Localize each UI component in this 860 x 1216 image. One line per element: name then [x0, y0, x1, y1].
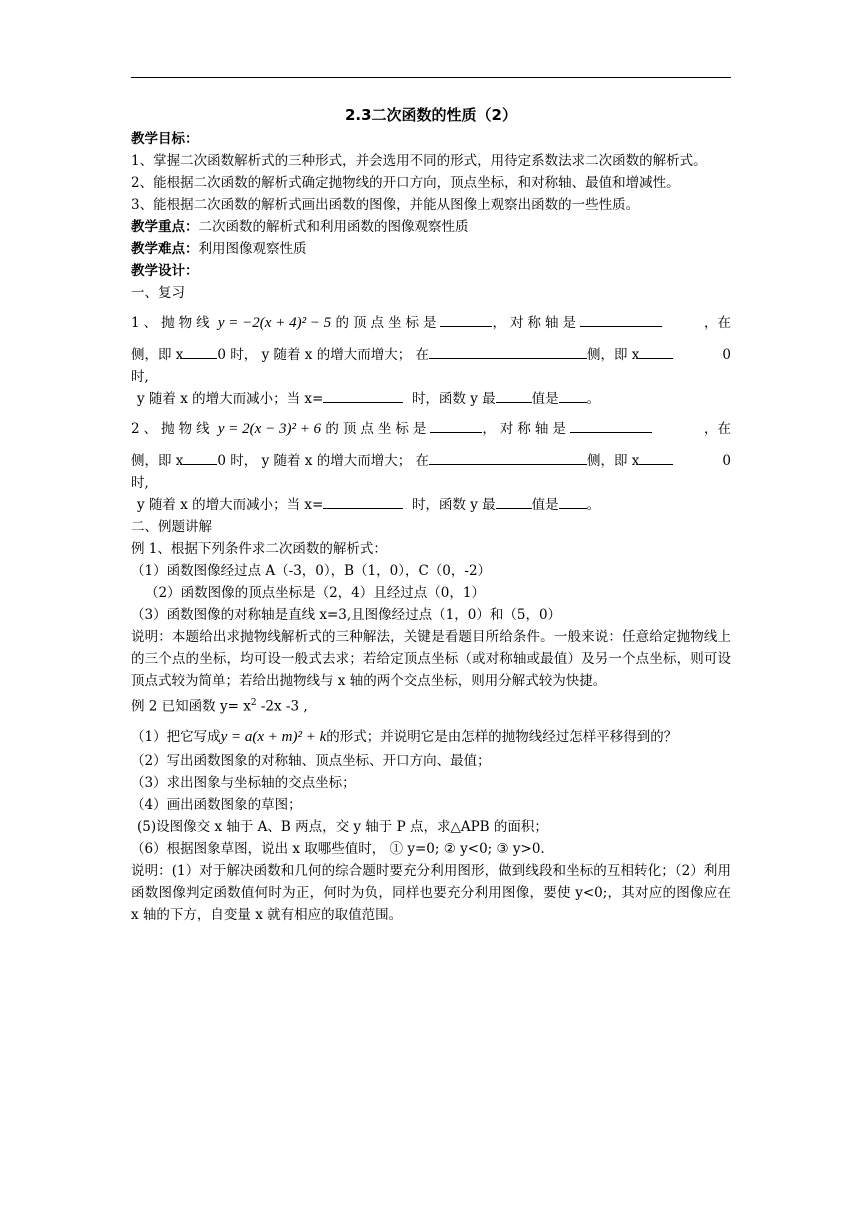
q2-value-text: 值是	[531, 497, 559, 513]
example-1-item-1: （1）函数图像经过点 A（-3，0），B（1，0），C（0，-2）	[131, 563, 492, 579]
q2-blank-x1[interactable]	[183, 450, 217, 465]
key-points	[131, 216, 731, 238]
q1-line-3	[131, 388, 731, 410]
q2-decrease-text: y 随着 x 的增大而减小；当 x=	[137, 497, 324, 513]
example-2-title-sup: 2	[250, 698, 257, 708]
q2-line-3	[131, 494, 731, 516]
q2-when: 时,	[131, 475, 149, 491]
example-2-title-b: -2x -3 ,	[256, 698, 308, 715]
q1-blank-x2[interactable]	[639, 344, 673, 359]
page-title: 2.3二次函数的性质（2）	[344, 106, 517, 124]
q1-when: 时,	[131, 369, 149, 385]
example-2-item-6: （6）根据图象草图，说出 x 取哪些值时， ① y=0; ② y<0; ③ y>0.	[131, 840, 545, 857]
q1-func-text: 时，函数 y 最	[411, 391, 496, 407]
example-1-title: 例 1、根据下列条件求二次函数的解析式：	[131, 541, 387, 557]
section-review: 一、复习	[131, 285, 185, 301]
q1-formula: y = −2(x + 4)² − 5	[217, 315, 332, 331]
q1-increase-text: 0 时， y 随着 x 的增大而增大； 在	[217, 347, 429, 363]
q1-vertex-text: 的顶点坐标是	[335, 315, 441, 331]
q2-blank-x2[interactable]	[639, 450, 673, 465]
example-2-item-4: （4）画出函数图象的草图；	[131, 796, 302, 813]
section-examples: 二、例题讲解	[131, 519, 212, 535]
objective-2: 2、能根据二次函数的解析式确定抛物线的开口方向，顶点坐标，和对称轴、最值和增减性。	[131, 175, 680, 191]
q2-blank-value[interactable]	[559, 494, 587, 509]
q1-decrease-text: y 随着 x 的增大而减小；当 x=	[137, 391, 324, 407]
q2-side-text: 侧，即 x	[131, 453, 184, 469]
difficult-text: 利用图像观察性质	[198, 241, 307, 257]
q1-blank-side[interactable]	[429, 344, 587, 359]
example-1-note: 说明：本题给出求抛物线解析式的三种解法，关键是看题目所给条件。一般来说：任意给定抛物线上的三个点的坐标，均可设一般式去求；若给定顶点坐标（或对称轴或最值）及另一个点坐标，则可设顶点式较为简单；若给出抛物线与 x 轴的两个交点坐标，则用分解式较为快捷。	[131, 629, 731, 689]
q2-axis-text: ，对称轴是	[482, 421, 570, 437]
objectives-label: 教学目标：	[131, 131, 199, 147]
q2-blank-axis[interactable]	[570, 418, 652, 433]
example-2-q1-b: 的形式；并说明它是由怎样的抛物线经过怎样平移得到的？	[326, 728, 678, 745]
q2-blank-maxmin[interactable]	[496, 494, 532, 509]
example-2-q1-a: （1）把它写成	[131, 728, 221, 745]
key-text: 二次函数的解析式和利用函数的图像观察性质	[198, 219, 469, 235]
example-2-item-2: （2）写出函数图象的对称轴、顶点坐标、开口方向、最值；	[131, 752, 491, 769]
example-2-item-3: （3）求出图象与坐标轴的交点坐标；	[131, 774, 356, 791]
document-body	[131, 104, 731, 926]
q1-blank-x3[interactable]	[323, 388, 403, 403]
q1-side-text: 侧，即 x	[131, 347, 184, 363]
example-2-title	[131, 692, 731, 718]
q1-at-text: ，在	[704, 315, 731, 331]
difficult-points	[131, 238, 731, 260]
q2-increase-text: 0 时， y 随着 x 的增大而增大； 在	[217, 453, 429, 469]
q2-at-text: ，在	[704, 421, 731, 437]
q2-end: 。	[586, 497, 601, 513]
example-1-item-2: （2）函数图像的顶点坐标是（2，4）且经过点（0，1）	[145, 585, 485, 601]
q1-zero: 0	[722, 347, 731, 363]
q1-end: 。	[586, 391, 601, 407]
q2-blank-vertex[interactable]	[430, 418, 482, 433]
q2-line-2	[131, 450, 731, 472]
key-label: 教学重点：	[131, 219, 199, 235]
q1-blank-vertex[interactable]	[440, 312, 492, 327]
q1-number: 1、抛物线	[131, 315, 214, 331]
q2-formula: y = 2(x − 3)² + 6	[217, 421, 322, 437]
q2-blank-side[interactable]	[429, 450, 587, 465]
example-2-title-a: 例 2 已知函数 y= x	[131, 698, 251, 715]
design-label: 教学设计：	[131, 263, 199, 279]
q2-side-text-2: 侧，即 x	[586, 453, 640, 469]
q1-axis-text: ，对称轴是	[492, 315, 580, 331]
example-1-item-3: （3）函数图像的对称轴是直线 x=3,且图像经过点（1，0）和（5，0）	[131, 607, 562, 623]
q2-number: 2、抛物线	[131, 421, 214, 437]
q1-line-2	[131, 344, 731, 366]
example-2-q1	[131, 724, 731, 750]
example-2-note: 说明：(1）对于解决函数和几何的综合题时要充分利用图形，做到线段和坐标的互相转化；（2）利用函数图像判定函数值何时为正，何时为负，同样也要充分利用图像，要使 y<0;，其对应的图像应在 x 轴的下方，自变量 x 就有相应的取值范围。	[131, 862, 731, 923]
q1-blank-axis[interactable]	[580, 312, 662, 327]
header-rule	[131, 77, 731, 78]
objective-3: 3、能根据二次函数的解析式画出函数的图像，并能从图像上观察出函数的一些性质。	[131, 197, 640, 213]
difficult-label: 教学难点：	[131, 241, 199, 257]
q1-line-1	[131, 312, 731, 334]
q2-func-text: 时，函数 y 最	[411, 497, 496, 513]
q2-vertex-text: 的顶点坐标是	[325, 421, 431, 437]
q1-blank-maxmin[interactable]	[496, 388, 532, 403]
example-2-q1-formula: y = a(x + m)² + k	[220, 728, 327, 745]
q1-side-text-2: 侧，即 x	[586, 347, 640, 363]
q2-blank-x3[interactable]	[323, 494, 403, 509]
q1-blank-value[interactable]	[559, 388, 587, 403]
q2-line-1	[131, 418, 731, 440]
q2-zero: 0	[722, 453, 731, 469]
example-2-item-5: (5)设图像交 x 轴于 A、B 两点，交 y 轴于 P 点，求△APB 的面积；	[137, 818, 548, 835]
objective-1: 1、掌握二次函数解析式的三种形式，并会选用不同的形式，用待定系数法求二次函数的解析式。	[131, 153, 707, 169]
q1-value-text: 值是	[531, 391, 559, 407]
q1-blank-x1[interactable]	[183, 344, 217, 359]
